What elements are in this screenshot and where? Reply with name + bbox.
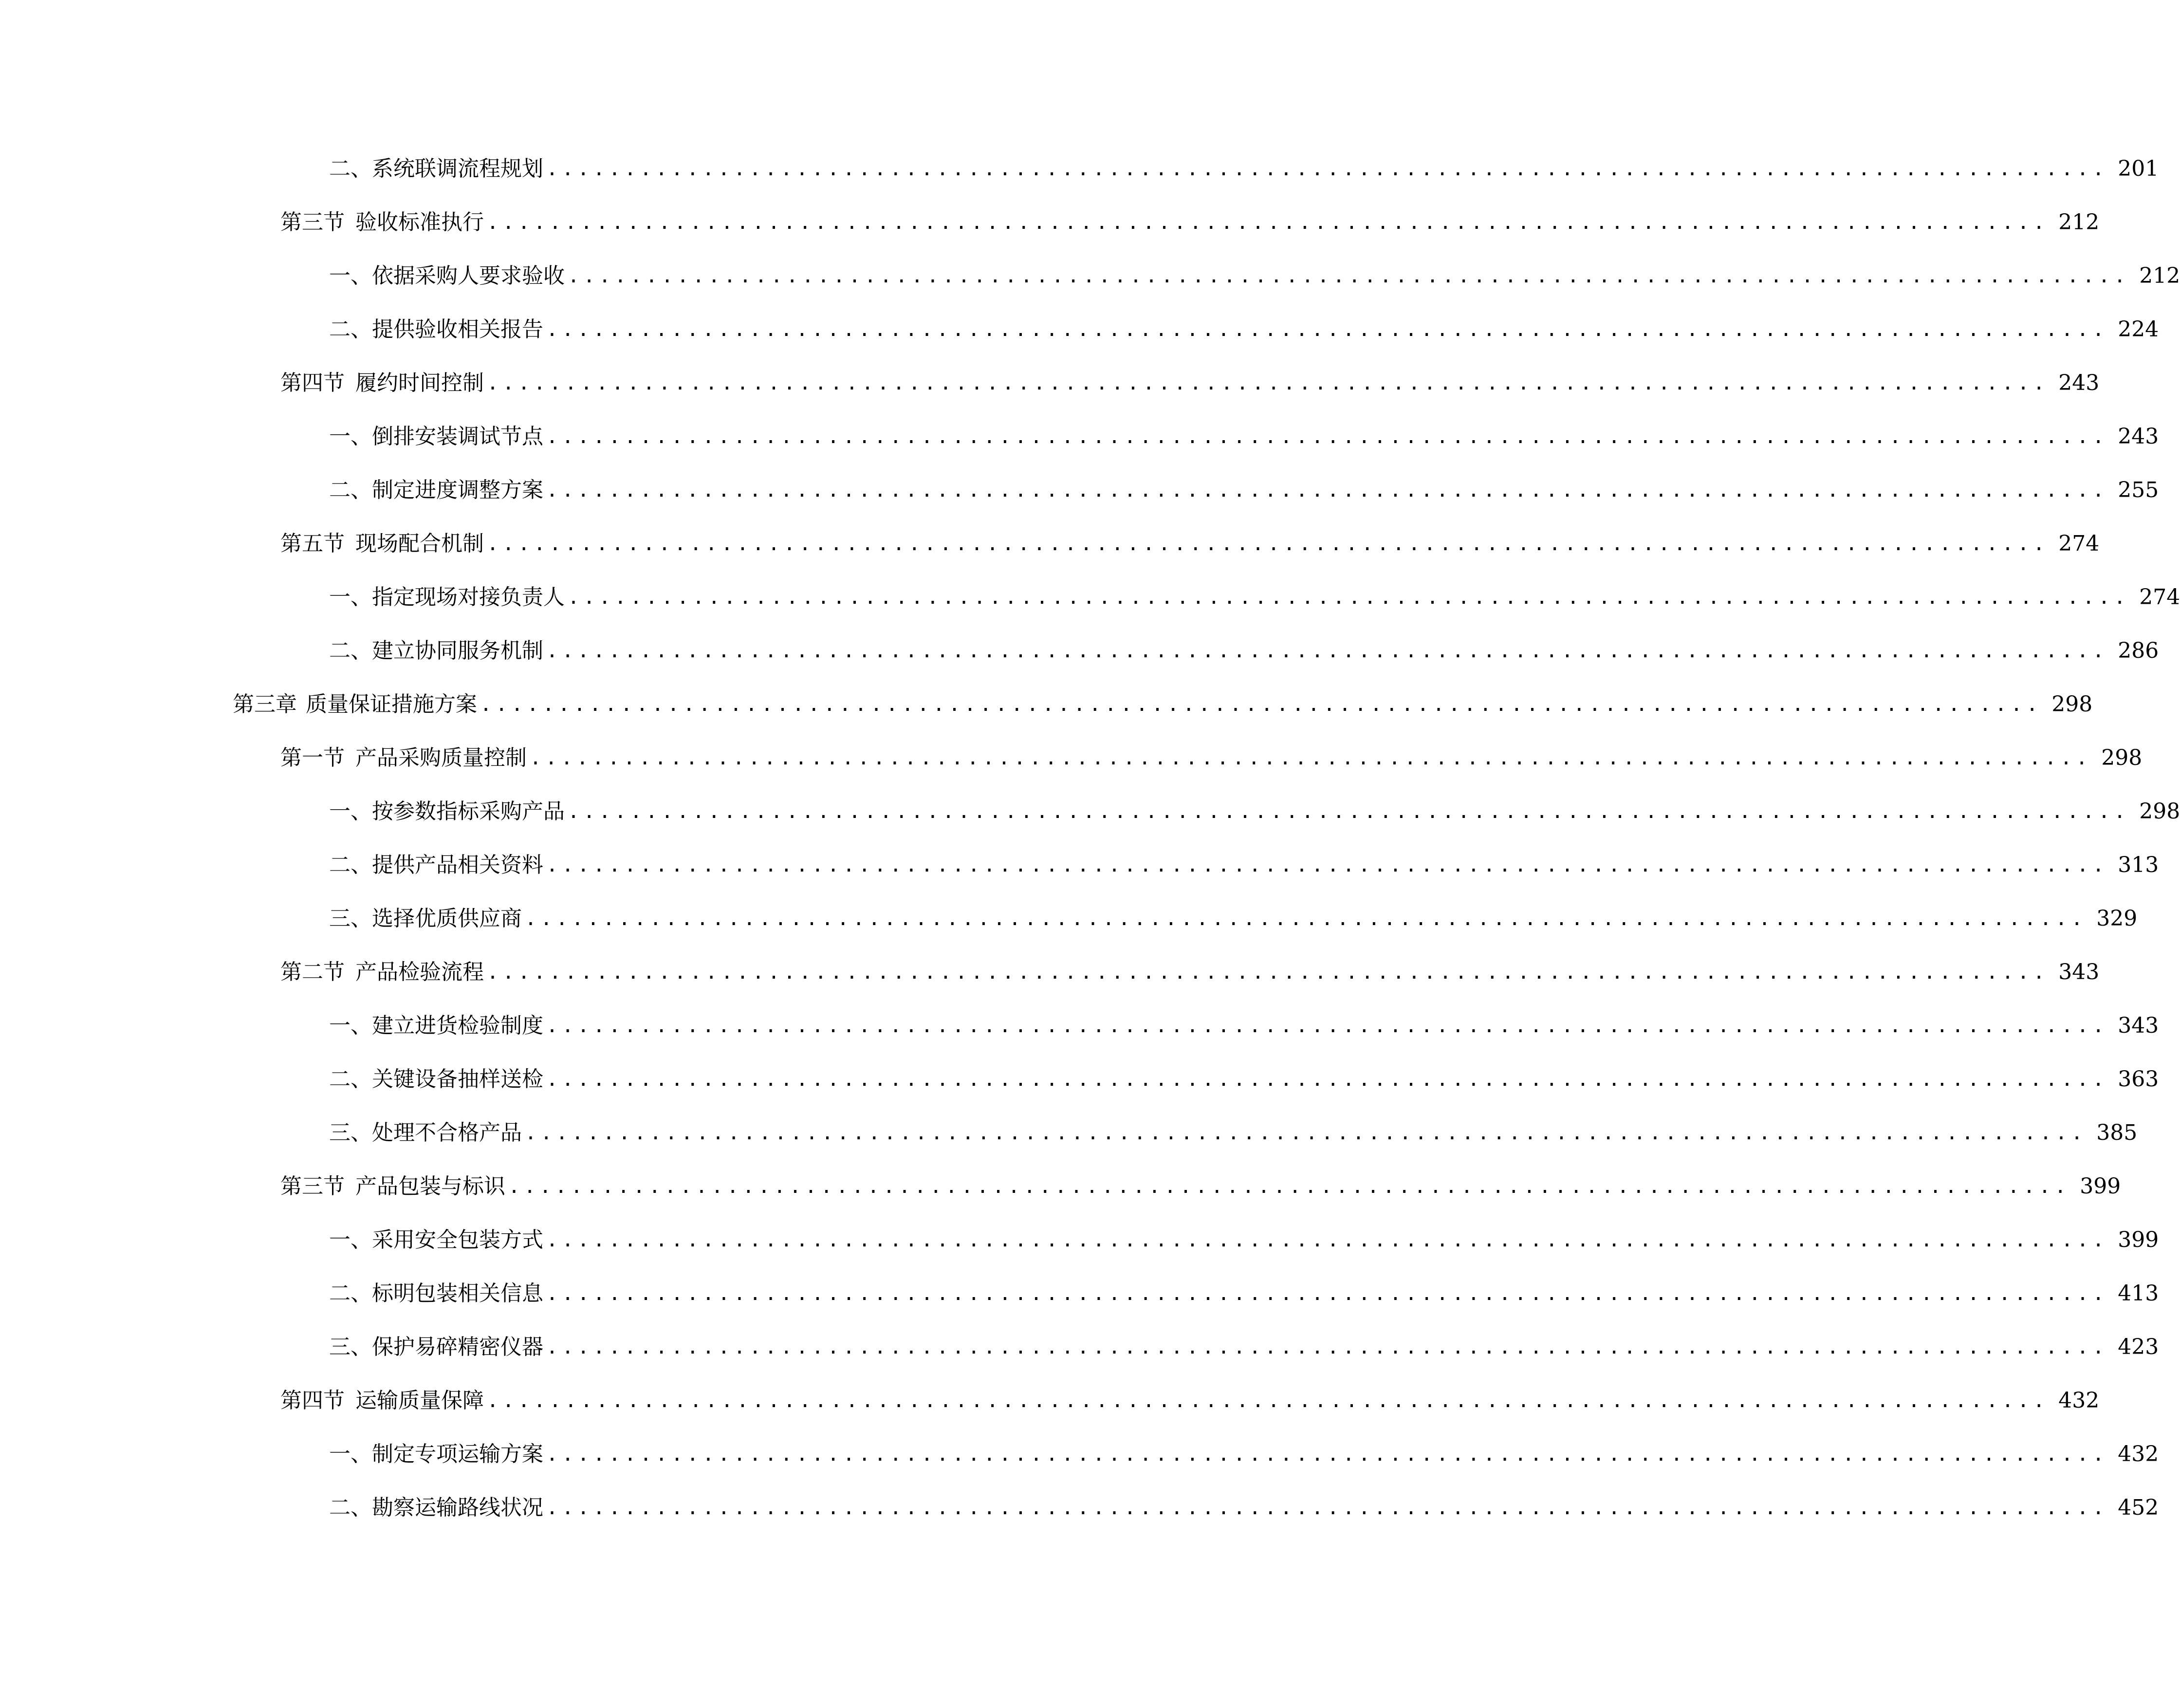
toc-entry-page: 212 [2058,210,2100,235]
toc-entry[interactable] [329,152,2159,186]
toc-entry-title: 选择优质供应商 [372,906,522,931]
toc-entry-page: 298 [2101,745,2143,770]
toc-entry-number: 二、 [329,478,372,502]
toc-entry[interactable] [329,1277,2159,1311]
toc-entry-page: 399 [2118,1227,2159,1252]
toc-entry-chapter[interactable] [233,687,2093,722]
toc-dot-leader: .................................................................................................... [487,211,2049,234]
toc-entry-title: 产品包装与标识 [355,1174,505,1199]
toc-entry-page: 243 [2058,371,2100,395]
toc-entry-page: 255 [2118,478,2159,502]
toc-entry-page: 274 [2058,531,2100,556]
toc-entry-page: 224 [2118,317,2159,342]
toc-entry-title: 关键设备抽样送检 [372,1067,543,1092]
toc-dot-leader: .................................................................................................... [530,747,2092,769]
toc-entry-title: 验收标准执行 [355,210,484,235]
toc-entry[interactable] [329,848,2159,882]
toc-entry-number: 一、 [329,1227,372,1252]
toc-entry-number: 一、 [329,1013,372,1038]
toc-entry-number: 二、 [329,853,372,877]
toc-entry-page: 399 [2080,1174,2121,1199]
toc-entry-number: 第三章 [233,692,297,717]
toc-dot-leader: .................................................................................................... [568,586,2130,609]
toc-dot-leader: .................................................................................................... [546,426,2108,448]
toc-entry-number: 二、 [329,1495,372,1520]
toc-entry-page: 313 [2118,853,2159,877]
toc-dot-leader: .................................................................................................... [546,1336,2108,1358]
toc-entry[interactable] [280,205,2100,240]
toc-dot-leader: .................................................................................................... [546,158,2108,180]
toc-entry[interactable] [329,1330,2159,1364]
toc-entry-number: 一、 [329,585,372,610]
toc-entry-title: 现场配合机制 [355,531,484,556]
toc-entry-title: 勘察运输路线状况 [372,1495,543,1520]
toc-entry[interactable] [329,1437,2159,1471]
toc-entry-number: 第四节 [280,1388,345,1413]
toc-dot-leader: .................................................................................................... [525,908,2087,930]
toc-entry[interactable] [329,795,2180,829]
toc-entry[interactable] [280,741,2143,775]
toc-dot-leader: .................................................................................................... [546,640,2108,662]
toc-entry-page: 413 [2118,1281,2159,1306]
toc-entry-title: 提供验收相关报告 [372,317,543,342]
toc-entry-page: 452 [2118,1495,2159,1520]
toc-dot-leader: .................................................................................................... [487,533,2049,555]
toc-entry-title: 系统联调流程规划 [372,156,543,181]
toc-entry-title: 按参数指标采购产品 [372,799,565,824]
toc-dot-leader: .................................................................................................... [480,693,2042,716]
toc-entry[interactable] [280,527,2100,561]
toc-entry-number: 一、 [329,1442,372,1467]
toc-entry-page: 212 [2139,263,2180,288]
toc-entry-number: 三、 [329,1335,372,1359]
toc-entry-title: 处理不合格产品 [372,1120,522,1145]
toc-entry-number: 第四节 [280,371,345,395]
toc-entry-title: 产品采购质量控制 [355,745,527,770]
toc-entry[interactable] [329,420,2159,454]
toc-entry-number: 二、 [329,156,372,181]
toc-entry-title: 产品检验流程 [355,960,484,984]
toc-entry[interactable] [329,259,2180,293]
toc-entry-page: 432 [2118,1442,2159,1467]
toc-entry[interactable] [329,1223,2159,1257]
toc-entry[interactable] [329,313,2159,347]
toc-dot-leader: .................................................................................................... [546,1229,2108,1251]
toc-entry[interactable] [280,1170,2121,1204]
toc-dot-leader: .................................................................................................... [487,372,2049,394]
toc-entry-number: 第三节 [280,210,345,235]
toc-entry[interactable] [329,902,2138,936]
toc-entry-page: 432 [2058,1388,2100,1413]
toc-entry-title: 质量保证措施方案 [306,692,477,717]
toc-entry-number: 三、 [329,1120,372,1145]
toc-entry-number: 一、 [329,424,372,449]
toc-entry-page: 385 [2096,1120,2138,1145]
toc-entry-page: 298 [2051,692,2093,717]
toc-entry[interactable] [329,1491,2159,1525]
toc-dot-leader: .................................................................................................... [546,479,2108,501]
toc-entry-title: 依据采购人要求验收 [372,263,565,288]
toc-dot-leader: .................................................................................................... [546,1015,2108,1037]
toc-entry-number: 第三节 [280,1174,345,1199]
toc-entry[interactable] [280,366,2100,400]
toc-entry-page: 298 [2139,799,2180,824]
toc-entry-title: 提供产品相关资料 [372,853,543,877]
toc-entry[interactable] [329,473,2159,507]
toc-entry[interactable] [329,634,2159,668]
toc-entry-title: 建立协同服务机制 [372,638,543,663]
toc-dot-leader: .................................................................................................... [546,854,2108,876]
toc-entry[interactable] [329,1116,2138,1150]
toc-entry-number: 一、 [329,263,372,288]
toc-entry-title: 运输质量保障 [355,1388,484,1413]
toc-dot-leader: .................................................................................................... [546,1282,2108,1305]
toc-entry-number: 二、 [329,638,372,663]
toc-entry-number: 二、 [329,317,372,342]
toc-entry-page: 201 [2118,156,2159,181]
toc-entry[interactable] [280,955,2100,989]
toc-entry-title: 标明包装相关信息 [372,1281,543,1306]
toc-entry-number: 一、 [329,799,372,824]
toc-dot-leader: .................................................................................................... [546,1497,2108,1519]
toc-dot-leader: .................................................................................................... [568,800,2130,823]
toc-entry[interactable] [280,1384,2100,1418]
toc-dot-leader: .................................................................................................... [546,1068,2108,1091]
toc-entry-page: 329 [2096,906,2138,931]
toc-entry-title: 保护易碎精密仪器 [372,1335,543,1359]
toc-entry-page: 343 [2058,960,2100,984]
toc-entry[interactable] [329,580,2180,614]
toc-dot-leader: .................................................................................................... [525,1122,2087,1144]
toc-entry-page: 423 [2118,1335,2159,1359]
toc-dot-leader: .................................................................................................... [487,1390,2049,1412]
toc-entry-title: 制定进度调整方案 [372,478,543,502]
toc-entry-title: 采用安全包装方式 [372,1227,543,1252]
toc-entry[interactable] [329,1009,2159,1043]
toc-entry-title: 建立进货检验制度 [372,1013,543,1038]
toc-entry[interactable] [329,1062,2159,1096]
toc-entry-page: 274 [2139,585,2180,610]
toc-entry-page: 243 [2118,424,2159,449]
toc-dot-leader: .................................................................................................... [568,265,2130,287]
toc-entry-title: 指定现场对接负责人 [372,585,565,610]
toc-dot-leader: .................................................................................................... [546,1443,2108,1466]
toc-entry-page: 343 [2118,1013,2159,1038]
toc-entry-number: 第一节 [280,745,345,770]
toc-entry-title: 履约时间控制 [355,371,484,395]
toc-entry-page: 363 [2118,1067,2159,1092]
toc-entry-title: 倒排安装调试节点 [372,424,543,449]
toc-entry-number: 三、 [329,906,372,931]
toc-entry-number: 二、 [329,1067,372,1092]
toc-entry-number: 二、 [329,1281,372,1306]
toc-entry-number: 第五节 [280,531,345,556]
toc-dot-leader: .................................................................................................... [508,1175,2070,1198]
toc-entry-page: 286 [2118,638,2159,663]
toc-dot-leader: .................................................................................................... [546,318,2108,341]
toc-dot-leader: .................................................................................................... [487,961,2049,984]
toc-entry-number: 第二节 [280,960,345,984]
toc-entry-title: 制定专项运输方案 [372,1442,543,1467]
